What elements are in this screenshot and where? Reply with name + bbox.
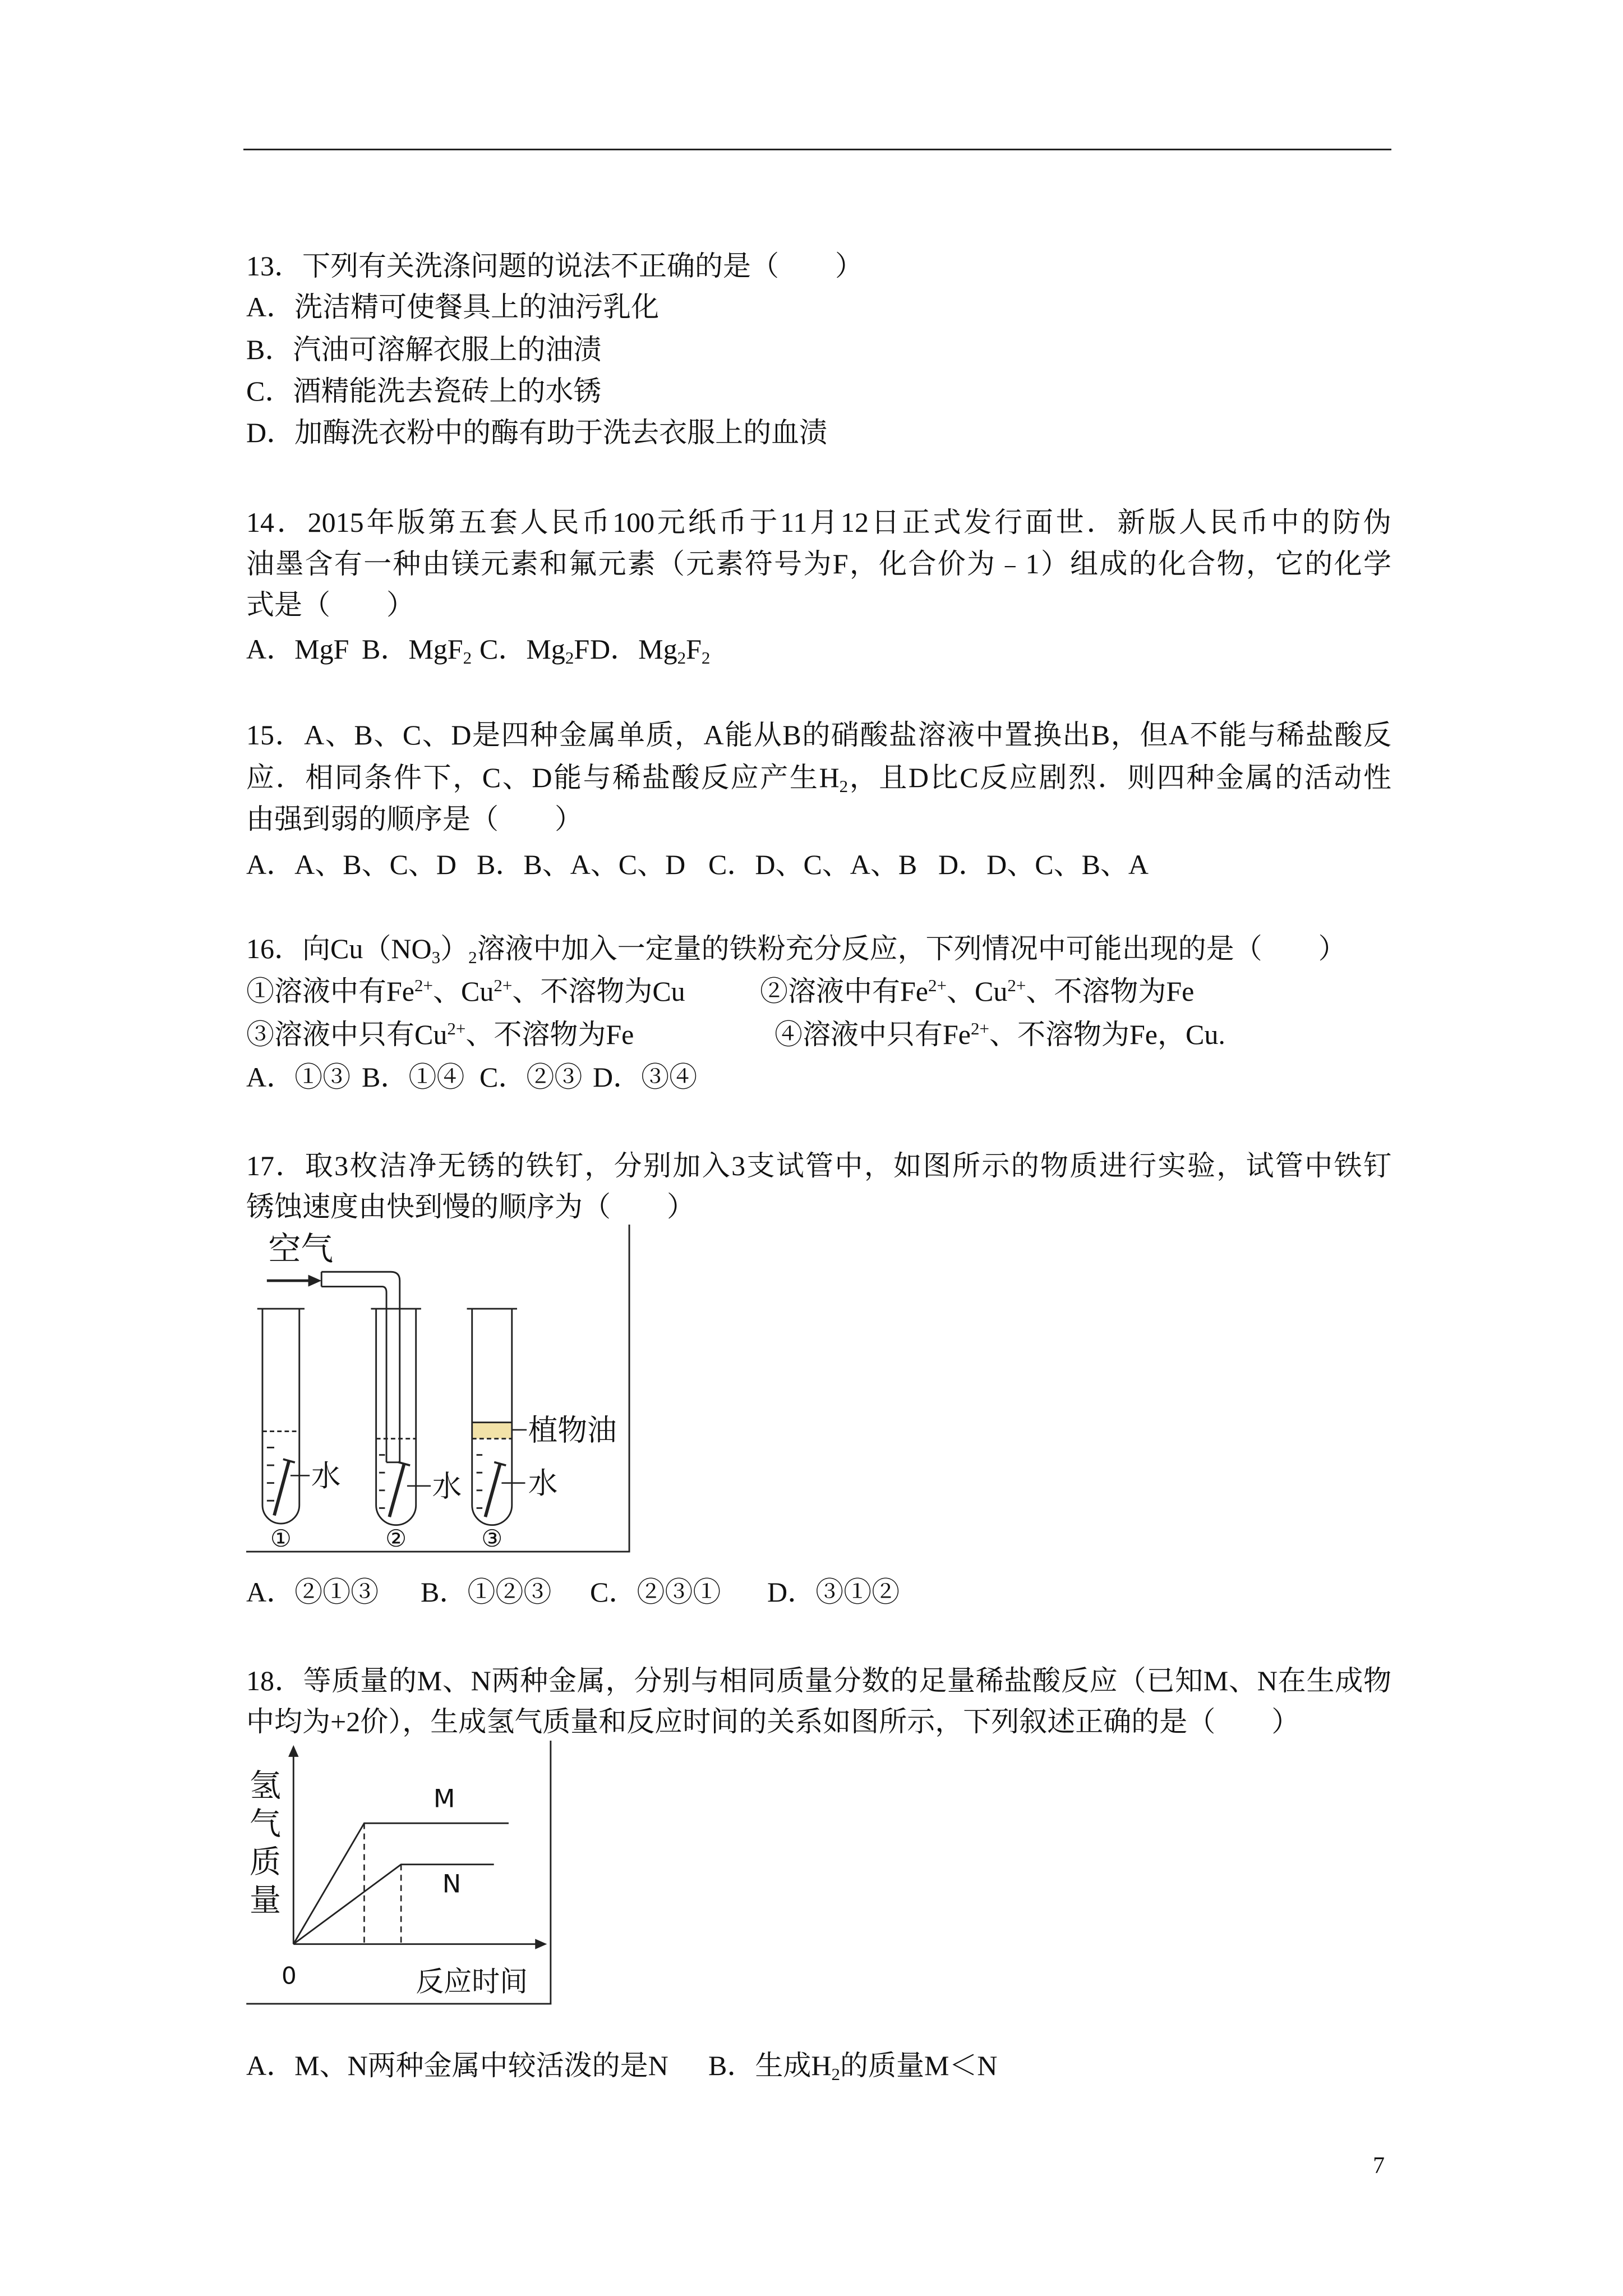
q16-option-b: B．①④	[362, 1061, 465, 1093]
series-n-label: N	[442, 1869, 462, 1899]
q18-option-b	[708, 2049, 998, 2085]
q14-stem-line1: 14．2015年版第五套人民币100元纸币于11月12日正式发行面世．新版人民币中的防伪	[246, 507, 1391, 538]
vegetable-oil-layer	[473, 1423, 511, 1439]
text-run: 、Cu	[946, 976, 1008, 1007]
series-n-line	[293, 1865, 494, 1944]
q18-stem-line1: 18．等质量的M、N两种金属，分别与相同质量分数的足量稀盐酸反应（已知M、N在生成物	[246, 1665, 1391, 1696]
q14-option-a	[246, 632, 349, 666]
text-run: 、不溶物为Cu	[512, 976, 685, 1007]
water-label-3: 水	[528, 1466, 558, 1501]
q13-stem: 13．下列有关洗涤问题的说法不正确的是（ ）	[246, 250, 863, 282]
subscript: 2	[839, 776, 849, 797]
text-run: ①溶液中有Fe	[246, 976, 414, 1007]
q14-stem-line2: 油墨含有一种由镁元素和氟元素（元素符号为F，化合价为﹣1）组成的化合物，它的化学	[246, 548, 1391, 579]
q18-figure	[246, 1741, 553, 2006]
subscript: 3	[431, 947, 441, 968]
origin-label: 0	[282, 1962, 297, 1990]
q16-case-3	[246, 1018, 634, 1051]
text-run: 、不溶物为Fe	[465, 1019, 634, 1050]
text-run: 应．相同条件下，C、D能与稀盐酸反应产生H	[246, 762, 840, 793]
q15-stem-line3: 由强到弱的顺序是（ ）	[246, 803, 583, 835]
text-run: 、Cu	[432, 976, 494, 1007]
series-m-label: M	[433, 1784, 455, 1814]
air-arrow-icon	[267, 1275, 321, 1287]
q14-option-b	[362, 632, 472, 666]
x-axis-label: 反应时间	[416, 1965, 528, 1998]
tube-number-2: ②	[385, 1524, 407, 1552]
text-run: D．Mg	[590, 633, 677, 665]
iron-nail-2	[389, 1462, 410, 1517]
q16-stem	[246, 932, 1347, 968]
rusting-experiment-diagram	[246, 1225, 631, 1554]
text-run: ，且D比C反应剧烈．则四种金属的活动性	[848, 762, 1391, 793]
water-label-1: 水	[311, 1458, 341, 1493]
y-axis-label: 氢气质量	[245, 1769, 281, 1921]
q16-case-2	[760, 974, 1194, 1008]
tube-number-3: ③	[481, 1524, 503, 1552]
q13-option-b: B．汽油可溶解衣服上的油渍	[246, 334, 602, 365]
iron-nail-3	[485, 1462, 506, 1517]
q16-option-c: C．②③	[479, 1061, 583, 1093]
y-axis-arrow-icon	[288, 1745, 298, 1757]
q13-option-a: A．洗洁精可使餐具上的油污乳化	[246, 291, 660, 323]
q15-option-a: A．A、B、C、D	[246, 849, 457, 880]
q17-figure	[246, 1225, 631, 1554]
q17-option-b: B．①②③	[421, 1576, 552, 1608]
text-run: B．MgF	[362, 633, 463, 665]
text-run: F	[686, 633, 702, 665]
series-m-line	[293, 1823, 509, 1944]
q15-option-d: D．D、C、B、A	[938, 849, 1149, 880]
q14-option-d	[590, 632, 710, 666]
page-number: 7	[1373, 2153, 1385, 2179]
text-run: 溶液中加入一定量的铁粉充分反应，下列情况中可能出现的是（ ）	[477, 933, 1347, 964]
subscript: 2	[701, 648, 711, 668]
q17-option-d: D．③①②	[767, 1576, 900, 1608]
superscript: 2+	[447, 1018, 466, 1038]
q17-stem-line2: 锈蚀速度由快到慢的顺序为（ ）	[246, 1191, 695, 1222]
q17-option-a: A．②①③	[246, 1576, 379, 1608]
tube-number-1: ①	[270, 1524, 292, 1552]
q16-option-a: A．①③	[246, 1061, 351, 1093]
text-run: ）	[440, 933, 469, 964]
q14-stem-line3: 式是（ ）	[246, 589, 414, 620]
subscript: 2	[565, 648, 574, 668]
subscript: 2	[831, 2064, 840, 2085]
superscript: 2+	[494, 975, 513, 995]
oil-label: 植物油	[528, 1413, 617, 1448]
text-run: B．生成H	[708, 2050, 832, 2081]
q15-stem-line2	[246, 761, 1391, 797]
superscript: 2+	[928, 975, 947, 995]
air-inlet-tube	[321, 1272, 400, 1462]
q17-option-c: C．②③①	[590, 1576, 721, 1608]
text-run: A．MgF	[246, 633, 349, 665]
subscript: 2	[463, 648, 472, 668]
text-run: 的质量M＜N	[840, 2050, 998, 2081]
q13-option-d: D．加酶洗衣粉中的酶有助于洗去衣服上的血渍	[246, 417, 828, 448]
air-label: 空气	[268, 1230, 334, 1268]
superscript: 2+	[971, 1018, 989, 1038]
subscript: 2	[677, 648, 686, 668]
q16-case-1	[246, 974, 685, 1008]
q15-stem-line1: 15．A、B、C、D是四种金属单质，A能从B的硝酸盐溶液中置换出B，但A不能与稀盐酸反	[246, 719, 1391, 751]
text-run: ③溶液中只有Cu	[246, 1019, 448, 1050]
iron-nail-1	[274, 1459, 295, 1515]
q16-case-4	[774, 1018, 1225, 1051]
text-run: 16．向Cu（NO	[246, 933, 432, 964]
q13-option-c: C．酒精能洗去瓷砖上的水锈	[246, 375, 602, 407]
q15-option-b: B．B、A、C、D	[477, 849, 686, 880]
text-run: 、不溶物为Fe	[1026, 976, 1195, 1007]
hydrogen-mass-vs-time-graph	[246, 1741, 553, 2006]
q17-stem-line1: 17．取3枚洁净无锈的铁钉，分别加入3支试管中，如图所示的物质进行实验，试管中铁钉	[246, 1150, 1391, 1181]
text-run: ②溶液中有Fe	[760, 976, 928, 1007]
text-run: ④溶液中只有Fe	[774, 1019, 971, 1050]
q18-option-a: A．M、N两种金属中较活泼的是N	[246, 2050, 668, 2081]
subscript: 2	[468, 947, 477, 968]
text-run: C．Mg	[479, 633, 565, 665]
q15-option-c: C．D、C、A、B	[708, 849, 917, 880]
text-run: F	[574, 633, 590, 665]
q14-option-c	[479, 632, 589, 666]
water-label-2: 水	[432, 1469, 462, 1504]
q16-option-d: D．③④	[593, 1061, 698, 1093]
header-rule	[243, 149, 1391, 150]
text-run: 、不溶物为Fe，Cu.	[989, 1019, 1225, 1050]
superscript: 2+	[414, 975, 433, 995]
x-axis-arrow-icon	[535, 1939, 547, 1949]
superscript: 2+	[1007, 975, 1026, 995]
q18-stem-line2: 中均为+2价），生成氢气质量和反应时间的关系如图所示，下列叙述正确的是（ ）	[246, 1706, 1300, 1737]
